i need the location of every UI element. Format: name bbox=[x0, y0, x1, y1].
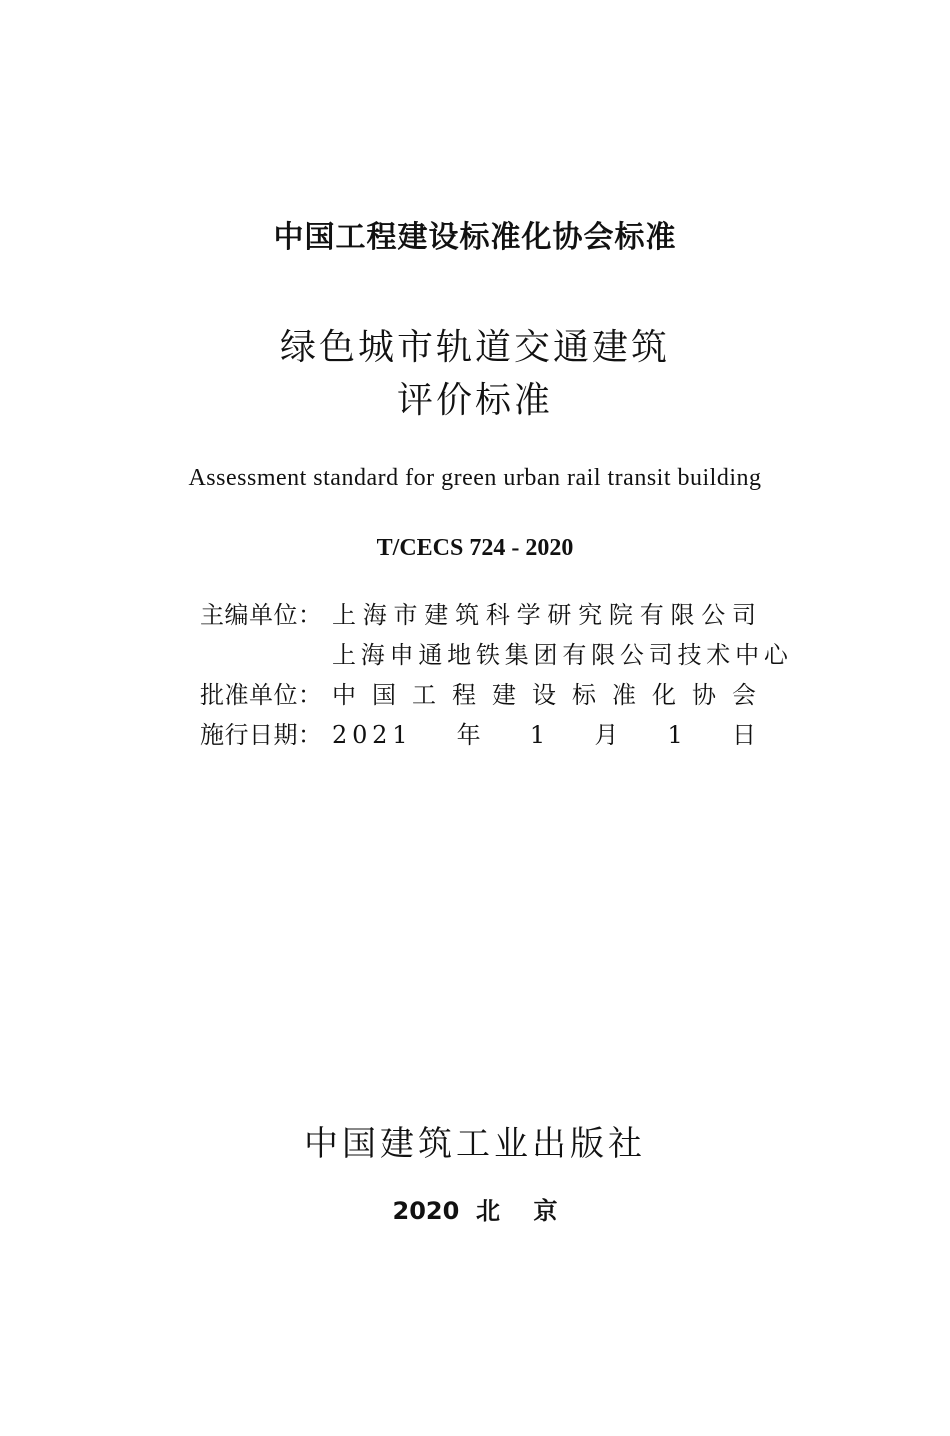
chief-editor-2: 上 海 申 通 地 铁 集 团 有 限 公 司 技 术 中 心 bbox=[332, 641, 788, 669]
approval-value: 中 国 工 程 建 设 标 准 化 协 会 bbox=[332, 681, 756, 709]
effective-date-value: 2 0 2 1 年 1 月 1 日 bbox=[332, 721, 756, 749]
publisher-name: 中国建筑工业出版社 bbox=[304, 1124, 646, 1164]
approval-label: 批准单位： bbox=[200, 681, 323, 709]
english-title: Assessment standard for green urban rail transit building bbox=[188, 465, 762, 491]
chief-editor-label: 主编单位： bbox=[200, 601, 323, 629]
document-title-line1: 绿色城市轨道交通建筑 bbox=[279, 327, 670, 368]
series-title: 中国工程建设标准化协会标准 bbox=[273, 220, 677, 255]
chief-editor-1: 上 海 市 建 筑 科 学 研 究 院 有 限 公 司 bbox=[332, 601, 756, 629]
standard-number: T/CECS 724 - 2020 bbox=[376, 535, 574, 561]
publication-year-city: 2020 北 京 bbox=[392, 1197, 558, 1225]
document-title-line2: 评价标准 bbox=[396, 380, 553, 421]
effective-date-label: 施行日期： bbox=[200, 721, 323, 749]
